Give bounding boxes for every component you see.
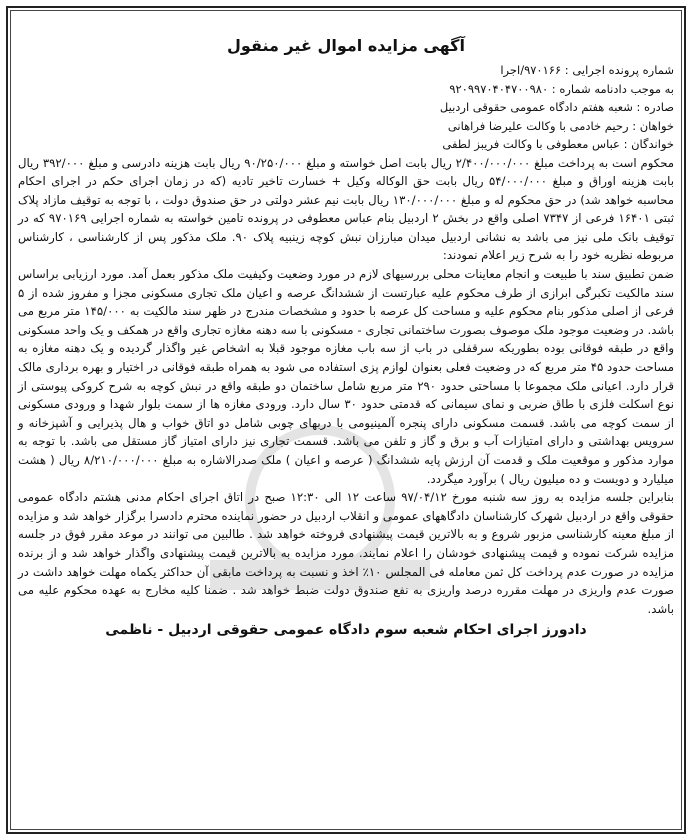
signature: دادورز اجرای احکام شعبه سوم دادگاه عمومی حقوقی اردبیل - ناظمی <box>105 622 587 639</box>
verdict-number: به موجب دادنامه شماره : ۹۲۰۹۹۷۰۴۰۴۷۰۰۹۸۰ <box>449 81 674 96</box>
notice-content <box>18 36 674 826</box>
expert-opinion-paragraph: ضمن تطبیق سند با طبیعت و انجام معاینات محلی بررسیهای لازم در مورد وضعیت وکیفیت ملک مذکور بعمل آمد. مورد ارزیابی براساس سند مالکیت تکبرگی ابرازی از طرف محکوم علیه عبارتست از ششدانگ عرصه و اعیان ملک تجاری مسکونی مجزا و مفروز شده از ۵ فرعی از اصلی مذکور بنام محکوم علیه و مساحت کل عرصه با حدود و مشخصات مندرج در ظهر سند مالکیت به ۱۴۵/۰۰۰ متر مربع می باشد. در وضعیت موجود ملک موصوف بصورت ساختمانی تجاری - مسکونی با سه دهنه مغازه تجاری واقع در همکف و یک واحد مسکونی واقع در طبقه فوقانی بوده بطوریکه سرقفلی در باب از سه باب مغازه موجود قبلا به اشخاص غیر واگذار گردیده و یک دهنه مغازه به مساحت حدود ۴۵ متر مربع که در وضعیت فعلی بعنوان لوازم پزی استفاده می شود به همراه طبقه فوقانی در اختیار و بهره برداری مالک قرار دارد. اعیانی ملک مجموعا با مساحتی حدود ۲۹۰ متر مربع شامل ساختمان دو طبقه واقع در نبش کوچه به شرح کروکی پیوستی از نوع اسکلت فلزی با طاق ضربی و نمای سیمانی که قدمتی حدود ۳۰ سال دارد. ورودی مغازه ها از سمت بلوار شهدا و ورودی مسکونی از سمت کوچه می باشد. قسمت مسکونی دارای پنجره آلمینیومی با دربهای چوبی شامل دو اتاق خواب و هال پذیرایی و آشپزخانه و سرویس بهداشتی و دارای امتیازات آب و برق و گاز و تلفن می باشد. قسمت تجاری نیز دارای امتیاز گاز مستقل می باشد. با توجه به موارد مذکور و موقعیت ملک و قدمت آن ارزش پایه ششدانگ ( عرصه و اعیان ) ملک صدرالاشاره به مبلغ ۸/۲۱۰/۰۰۰/۰۰۰ ریال ( هشت میلیارد و دویست و ده میلیون ریال ) برآورد میگردد. <box>18 267 675 486</box>
auction-terms-paragraph: بنابراین جلسه مزایده به روز سه شنبه مورخ ۹۷/۰۴/۱۲ ساعت ۱۲ الی ۱۲:۳۰ صبح در اتاق اجرای احکام مدنی هشتم دادگاه عمومی حقوقی واقع در اردبیل شهرک کارشناسان دادگاههای عمومی و انقلاب اردبیل در حضور نماینده محترم دادسرا برگزار خواهد شد و مزایده از مبلغ معینه کارشناسی مزبور شروع و به بالاترین قیمت پیشنهادی فروخته خواهد شد . طالبین می توانند در موعد مقرر فوق در جلسه مزایده شرکت نموده و قیمت پیشنهادی خودشان را اعلام نمایند. مورد مزایده به بالاترین قیمت پیشنهادی واگذار خواهد شد و از برنده مزایده در صورت عدم پرداخت کل ثمن معامله فی المجلس ۱۰٪ اخذ و نسبت به پرداخت مابقی آن حداکثر یکماه مهلت خواهد داشت در صورت عدم واریزی در مهلت مقرره درصد واریزی به نفع صندوق دولت ضبط خواهد شد . ضمنا کلیه مخارج به عهده محکوم علیه می باشد. <box>18 490 674 616</box>
plaintiff: خواهان : رحیم خادمی با وکالت علیرضا فراهانی <box>447 118 674 133</box>
judgment-paragraph: محکوم است به پرداخت مبلغ ۲/۴۰۰/۰۰۰/۰۰۰ ریال بابت اصل خواسته و مبلغ ۹۰/۲۵۰/۰۰۰ ریال بابت هزینه دادرسی و مبلغ ۳۹۲/۰۰۰ ریال بابت هزینه اوراق و مبلغ ۵۴/۰۰۰/۰۰۰ ریال بابت حق الوکاله وکیل + خسارت تاخیر تادیه (که در زمان اجرای حکم در اجرای احکام محاسبه خواهد شد) در حق محکوم له و مبلغ ۱۳۰/۰۰۰/۰۰۰ ریال بابت نیم عشر دولتی در حق صندوق دولت ، با توجه به توقیف مازاد پلاک ثبتی ۱۶۴۰۱ فرعی از ۷۳۴۷ اصلی واقع در بخش ۲ اردبیل بنام عباس معطوفی در پرونده تامین خواسته به شماره اجرایی ۹۷۰۱۶۹ که در توقیف بانک ملی نیز می باشد به نشانی اردبیل میدان مبارزان نبش کوچه زینبیه پلاک ۹۰. ملک مذکور پس از کارشناسی ، کارشناس مربوطه نظریه خود را به شرح زیر اعلام نمودند: <box>18 155 675 263</box>
notice-title: آگهی مزایده اموال غیر منقول <box>227 36 465 55</box>
defendant: خواندگان : عباس معطوفی با وکالت فریبز لطفی <box>442 137 674 151</box>
file-number: شماره پرونده اجرایی : ۹۷۰۱۶۶/اجرا <box>500 63 674 77</box>
issuer: صادره : شعبه هفتم دادگاه عمومی حقوقی اردبیل <box>439 100 674 114</box>
